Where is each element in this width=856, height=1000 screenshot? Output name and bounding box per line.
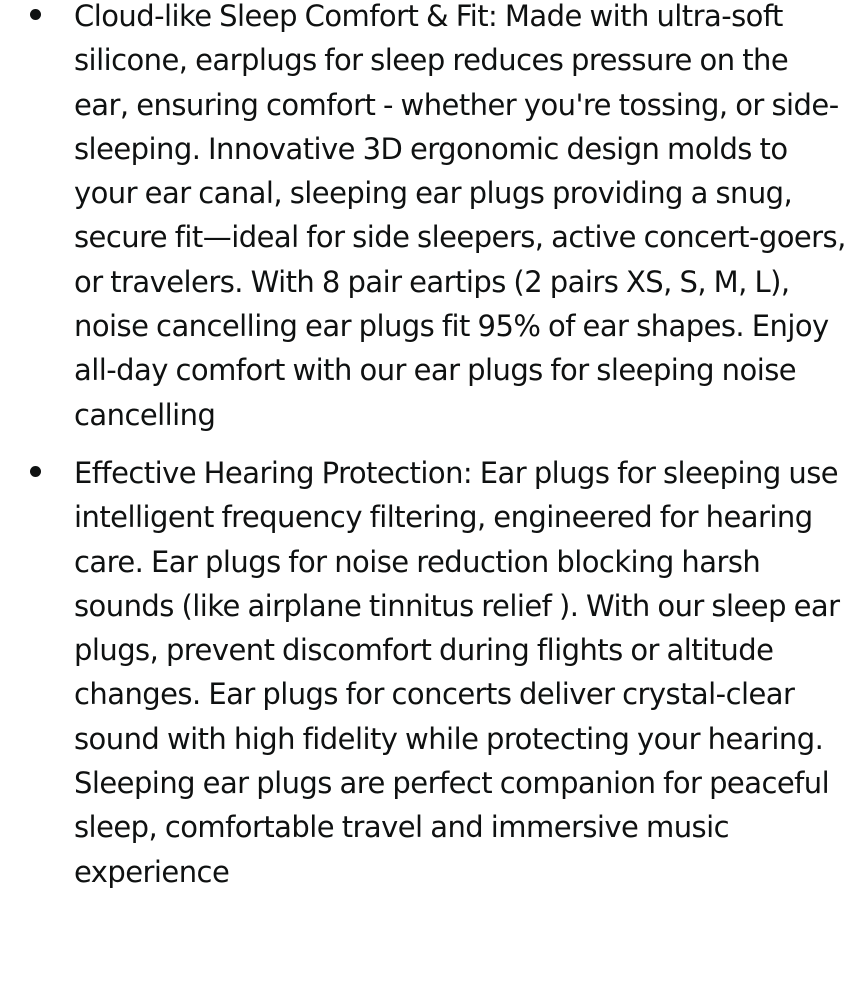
bullet-dot-icon <box>30 466 41 477</box>
feature-bullet-item <box>0 0 856 437</box>
bullet-dot-icon <box>30 9 41 20</box>
feature-text: Cloud-like Sleep Comfort & Fit: Made with ultra-soft silicone, earplugs for sleep reduces pressure on the ear, ensuring comfort - whether you're tossing, or side-sleeping. Innovative 3D ergonomic design molds to your ear canal, sleeping ear plugs providing a snug, secure fit—ideal for side sleepers, active concert-goers, or travelers. With 8 pair eartips (2 pairs XS, S, M, L), noise cancelling ear plugs fit 95% of ear shapes. Enjoy all-day comfort with our ear plugs for sleeping noise cancelling <box>74 0 846 432</box>
feature-text: Effective Hearing Protection: Ear plugs for sleeping use intelligent frequency filtering, engineered for hearing care. Ear plugs for noise reduction blocking harsh sounds (like airplane tinnitus relief ). With our sleep ear plugs, prevent discomfort during flights or altitude changes. Ear plugs for concerts deliver crystal-clear sound with high fidelity while protecting your hearing. Sleeping ear plugs are perfect companion for peaceful sleep, comfortable travel and immersive music experience <box>74 455 840 889</box>
feature-bullet-item <box>0 451 856 894</box>
